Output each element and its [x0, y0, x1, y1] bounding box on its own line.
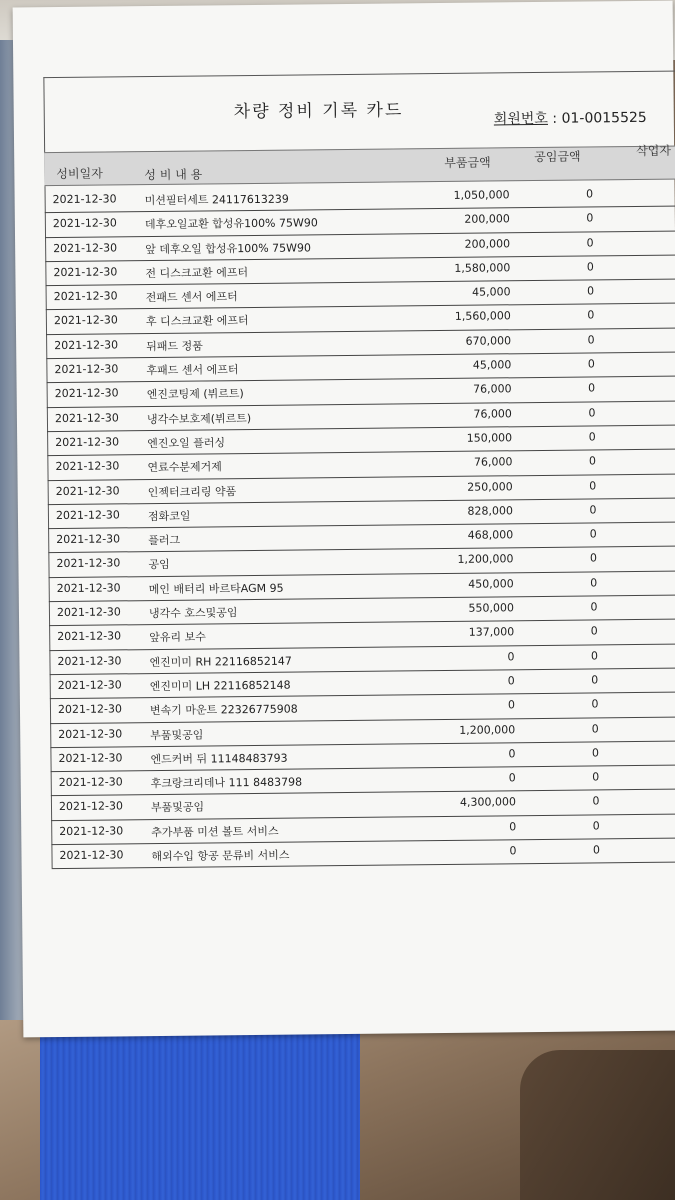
- row-description: 냉각수보호제(뷔르트): [146, 411, 252, 426]
- row-date: 2021-12-30: [57, 678, 122, 692]
- row-date: 2021-12-30: [57, 629, 122, 644]
- row-date: 2021-12-30: [54, 362, 119, 377]
- row-description: 연료수분제거제: [147, 460, 222, 475]
- row-date: 2021-12-30: [53, 240, 118, 255]
- row-description: 후크랑크리데나 111 8483798: [150, 775, 303, 791]
- row-labor-amount: 0: [590, 600, 598, 614]
- row-labor-amount: 0: [589, 503, 597, 517]
- row-parts-amount: 200,000: [464, 236, 511, 251]
- row-date: 2021-12-30: [52, 192, 117, 207]
- row-labor-amount: 0: [591, 721, 599, 735]
- header-parts-amount: 부품금액: [444, 155, 491, 170]
- row-description: 뒤패드 정품: [146, 339, 203, 353]
- row-description: 냉각수 호스및공임: [148, 606, 238, 621]
- row-parts-amount: 4,300,000: [459, 795, 517, 810]
- row-date: 2021-12-30: [53, 265, 118, 279]
- row-parts-amount: 0: [509, 844, 517, 858]
- row-parts-amount: 76,000: [473, 406, 512, 421]
- row-description: 변속기 마운트 22326775908: [149, 702, 298, 718]
- row-description: 엔진오일 플러싱: [147, 436, 226, 451]
- header-worker: 삭업자: [636, 143, 672, 158]
- row-parts-amount: 1,200,000: [459, 722, 516, 737]
- row-labor-amount: 0: [587, 284, 595, 298]
- row-parts-amount: 1,560,000: [454, 309, 511, 324]
- row-labor-amount: 0: [591, 746, 600, 760]
- row-description: 인젝터크리링 약품: [147, 484, 237, 499]
- row-description: 부품및공임: [150, 728, 204, 742]
- row-labor-amount: 0: [586, 236, 594, 250]
- row-labor-amount: 0: [589, 551, 597, 565]
- row-description: 추가부품 미션 볼트 서비스: [151, 824, 279, 839]
- row-labor-amount: 0: [586, 187, 594, 201]
- row-parts-amount: 0: [508, 747, 516, 761]
- row-parts-amount: 0: [509, 819, 517, 834]
- table-header: [44, 145, 675, 186]
- row-date: 2021-12-30: [59, 824, 124, 838]
- row-labor-amount: 0: [590, 649, 599, 663]
- row-description: 후패드 센서 에프터: [146, 363, 239, 378]
- row-parts-amount: 45,000: [472, 285, 511, 299]
- row-parts-amount: 1,580,000: [454, 261, 511, 275]
- chair: [520, 1050, 675, 1200]
- row-description: 해외수입 항공 문류비 서비스: [151, 848, 290, 864]
- row-parts-amount: 1,200,000: [457, 552, 514, 567]
- row-parts-amount: 550,000: [468, 601, 515, 615]
- row-date: 2021-12-30: [53, 289, 118, 304]
- row-labor-amount: 0: [591, 673, 599, 687]
- row-date: 2021-12-30: [58, 799, 124, 814]
- header-labor-amount: 공임금액: [534, 149, 581, 165]
- row-labor-amount: 0: [589, 478, 597, 493]
- row-parts-amount: 76,000: [473, 382, 512, 397]
- row-date: 2021-12-30: [56, 605, 121, 620]
- row-parts-amount: 45,000: [472, 358, 512, 372]
- row-labor-amount: 0: [586, 260, 594, 274]
- row-parts-amount: 200,000: [464, 212, 510, 227]
- row-date: 2021-12-30: [57, 702, 122, 717]
- row-description: 앞 데후오일 합성유100% 75W90: [145, 240, 312, 256]
- row-description: 공임: [148, 558, 170, 572]
- row-date: 2021-12-30: [58, 726, 123, 741]
- row-date: 2021-12-30: [57, 654, 122, 668]
- row-labor-amount: 0: [590, 624, 598, 638]
- row-description: 앞유리 보수: [149, 630, 206, 645]
- row-labor-amount: 0: [592, 794, 600, 808]
- row-description: 메인 배터리 바르타AGM 95: [148, 581, 284, 596]
- row-labor-amount: 0: [588, 454, 596, 468]
- row-parts-amount: 468,000: [467, 528, 514, 542]
- row-description: 엔진미미 RH 22116852147: [149, 654, 292, 669]
- row-date: 2021-12-30: [54, 338, 119, 352]
- header-description: 성 비 내 용: [144, 167, 203, 183]
- row-date: 2021-12-30: [55, 459, 120, 474]
- row-labor-amount: 0: [588, 381, 596, 395]
- record-table: [45, 182, 675, 869]
- row-date: 2021-12-30: [56, 581, 121, 595]
- row-date: 2021-12-30: [54, 411, 119, 425]
- row-parts-amount: 137,000: [468, 625, 515, 640]
- member-number-value: : 01-0015525: [552, 109, 647, 127]
- row-parts-amount: 0: [507, 649, 515, 663]
- row-description: 전패드 센서 에프터: [145, 290, 238, 305]
- row-parts-amount: 0: [508, 771, 516, 785]
- row-labor-amount: 0: [586, 211, 594, 225]
- header-date: 성비일자: [56, 166, 103, 182]
- row-parts-amount: 828,000: [467, 504, 513, 518]
- row-description: 엔진미미 LH 22116852148: [149, 678, 291, 694]
- row-labor-amount: 0: [590, 576, 598, 590]
- row-parts-amount: 250,000: [467, 479, 513, 494]
- row-description: 점화코일: [147, 509, 191, 523]
- row-description: 엔진코팅제 (뷔르트): [146, 387, 244, 402]
- row-labor-amount: 0: [592, 819, 600, 833]
- row-date: 2021-12-30: [55, 483, 120, 498]
- row-parts-amount: 0: [507, 674, 515, 688]
- row-date: 2021-12-30: [58, 751, 123, 765]
- row-parts-amount: 0: [507, 698, 516, 712]
- blue-towel: [40, 1015, 360, 1200]
- maintenance-record-sheet: [13, 1, 675, 1038]
- row-date: 2021-12-30: [55, 435, 120, 450]
- row-date: 2021-12-30: [52, 216, 117, 231]
- row-parts-amount: 76,000: [473, 455, 513, 469]
- row-labor-amount: 0: [592, 770, 600, 784]
- row-description: 전 디스크교환 에프터: [145, 265, 249, 280]
- row-parts-amount: 670,000: [465, 334, 512, 348]
- row-description: 엔드커버 뒤 11148483793: [150, 751, 288, 766]
- row-description: 데후오일교환 합성유100% 75W90: [144, 216, 318, 232]
- row-date: 2021-12-30: [56, 556, 121, 571]
- row-labor-amount: 0: [588, 430, 596, 444]
- member-number: [494, 107, 647, 129]
- row-date: 2021-12-30: [58, 775, 123, 790]
- row-date: 2021-12-30: [53, 313, 118, 328]
- row-description: 부품및공임: [150, 800, 205, 815]
- row-date: 2021-12-30: [59, 848, 124, 863]
- row-labor-amount: 0: [587, 308, 595, 322]
- document-title: 차량 정비 기록 카드: [233, 100, 404, 123]
- row-labor-amount: 0: [587, 333, 595, 347]
- row-parts-amount: 150,000: [466, 431, 513, 445]
- row-labor-amount: 0: [589, 527, 597, 541]
- row-date: 2021-12-30: [55, 508, 120, 522]
- row-description: 플러그: [148, 533, 181, 548]
- row-date: 2021-12-30: [54, 386, 119, 401]
- row-description: 미션필터세트 24117613239: [144, 192, 289, 208]
- row-labor-amount: 0: [592, 843, 601, 857]
- row-parts-amount: 450,000: [468, 577, 514, 591]
- row-labor-amount: 0: [588, 406, 596, 420]
- row-date: 2021-12-30: [56, 532, 121, 547]
- row-labor-amount: 0: [587, 357, 595, 371]
- row-description: 후 디스크교환 에프터: [145, 314, 249, 329]
- member-number-label: 회원번호: [493, 110, 549, 128]
- row-labor-amount: 0: [591, 697, 599, 711]
- row-parts-amount: 1,050,000: [453, 188, 510, 202]
